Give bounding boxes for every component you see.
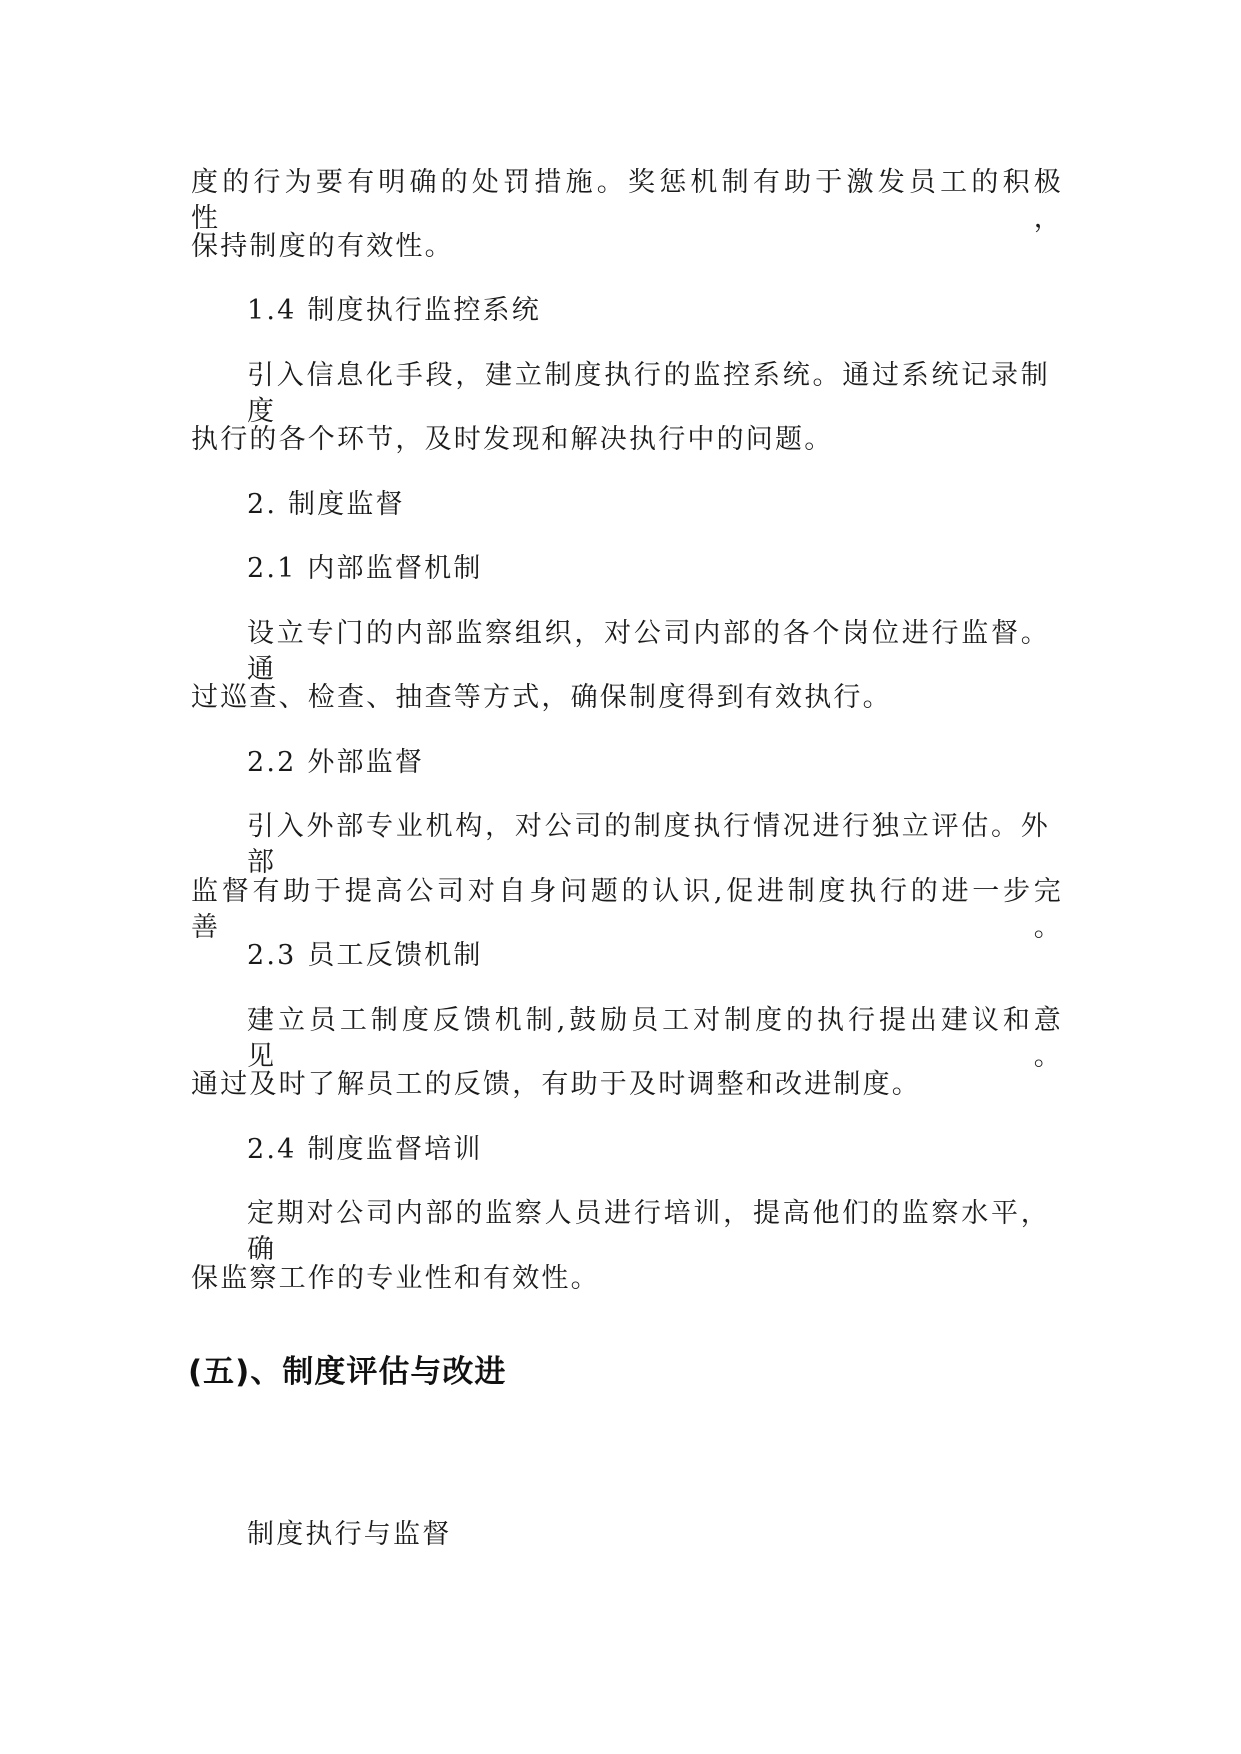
subsection-title: 2.3 员工反馈机制 [247, 940, 483, 971]
sub-heading: 制度执行与监督 [247, 1519, 452, 1550]
subsection-title: 2.1 内部监督机制 [247, 553, 483, 584]
paragraph-line: 定期对公司内部的监察人员进行培训，提高他们的监察水平，确 [247, 1198, 1050, 1265]
paragraph-line: 执行的各个环节，及时发现和解决执行中的问题。 [191, 424, 834, 455]
paragraph-line: 引入信息化手段，建立制度执行的监控系统。通过系统记录制度 [247, 360, 1050, 427]
section-heading: (五)、制度评估与改进 [188, 1354, 507, 1390]
section-title: 2. 制度监督 [247, 489, 405, 520]
paragraph-line: 保持制度的有效性。 [191, 231, 454, 262]
paragraph-line: 建立员工制度反馈机制,鼓励员工对制度的执行提出建议和意见。 [247, 1005, 1063, 1072]
paragraph-line: 监督有助于提高公司对自身问题的认识,促进制度执行的进一步完善。 [191, 876, 1063, 943]
paragraph-line: 过巡查、检查、抽查等方式，确保制度得到有效执行。 [191, 682, 892, 713]
paragraph-line: 度的行为要有明确的处罚措施。奖惩机制有助于激发员工的积极性， [191, 167, 1063, 234]
paragraph-line: 保监察工作的专业性和有效性。 [191, 1263, 600, 1294]
paragraph-line: 引入外部专业机构，对公司的制度执行情况进行独立评估。外部 [247, 811, 1050, 878]
paragraph-line: 通过及时了解员工的反馈，有助于及时调整和改进制度。 [191, 1069, 921, 1100]
subsection-title: 2.4 制度监督培训 [247, 1134, 483, 1165]
subsection-title: 1.4 制度执行监控系统 [247, 295, 541, 326]
subsection-title: 2.2 外部监督 [247, 747, 425, 778]
paragraph-line: 设立专门的内部监察组织，对公司内部的各个岗位进行监督。通 [247, 618, 1050, 685]
